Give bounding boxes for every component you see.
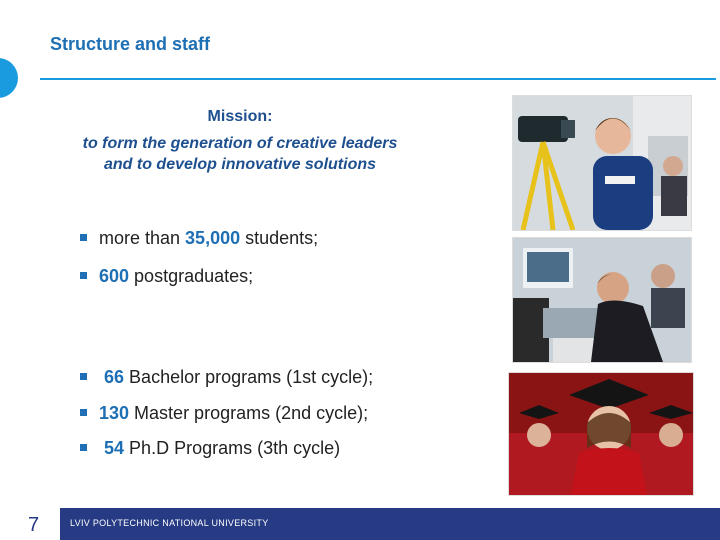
bullet-text: students; (240, 228, 319, 248)
mission-text (0, 133, 480, 175)
bullet-text: Bachelor programs (1st cycle); (124, 367, 374, 387)
bullet-number: 130 (99, 403, 130, 423)
mission-line-1: to form the generation of creative leaders (82, 135, 398, 152)
title-divider (40, 78, 716, 80)
bullet-number: 600 (99, 266, 130, 286)
bullet-phd (80, 438, 340, 459)
footer-page-box (0, 508, 60, 540)
photo-graduates (508, 372, 694, 496)
bullet-text: Ph.D Programs (3th cycle) (124, 438, 341, 458)
photo-graduates-graphic (509, 373, 693, 495)
bullet-marker (80, 409, 87, 416)
bullet-marker (80, 373, 87, 380)
bullet-master (80, 403, 368, 424)
side-decoration (0, 58, 18, 98)
photo-surveying-student-graphic (513, 96, 691, 230)
photo-lab-students (512, 237, 692, 363)
bullet-text: postgraduates; (129, 266, 254, 286)
photo-lab-students-graphic (513, 238, 691, 362)
bullet-marker (80, 272, 87, 279)
bullet-bachelor (80, 367, 373, 388)
page-title: Structure and staff (50, 34, 211, 54)
mission-line-2: and to develop innovative solutions (103, 156, 377, 173)
bullet-number: 66 (104, 367, 125, 387)
bullet-postgraduates (80, 266, 253, 287)
footer-bar (0, 508, 720, 540)
footer-org-name: LVIV POLYTECHNIC NATIONAL UNIVERSITY (70, 518, 269, 528)
bullet-number: 54 (104, 438, 125, 458)
bullet-marker (80, 234, 87, 241)
photo-surveying-student (512, 95, 692, 231)
bullet-number: 35,000 (185, 228, 241, 248)
bullet-marker (80, 444, 87, 451)
page-number: 7 (28, 514, 40, 536)
bullet-text: Master programs (2nd cycle); (129, 403, 369, 423)
mission-heading: Mission: (207, 108, 273, 125)
bullet-text: more than (99, 228, 186, 248)
footer-separator (60, 512, 62, 540)
bullet-students (80, 228, 318, 249)
